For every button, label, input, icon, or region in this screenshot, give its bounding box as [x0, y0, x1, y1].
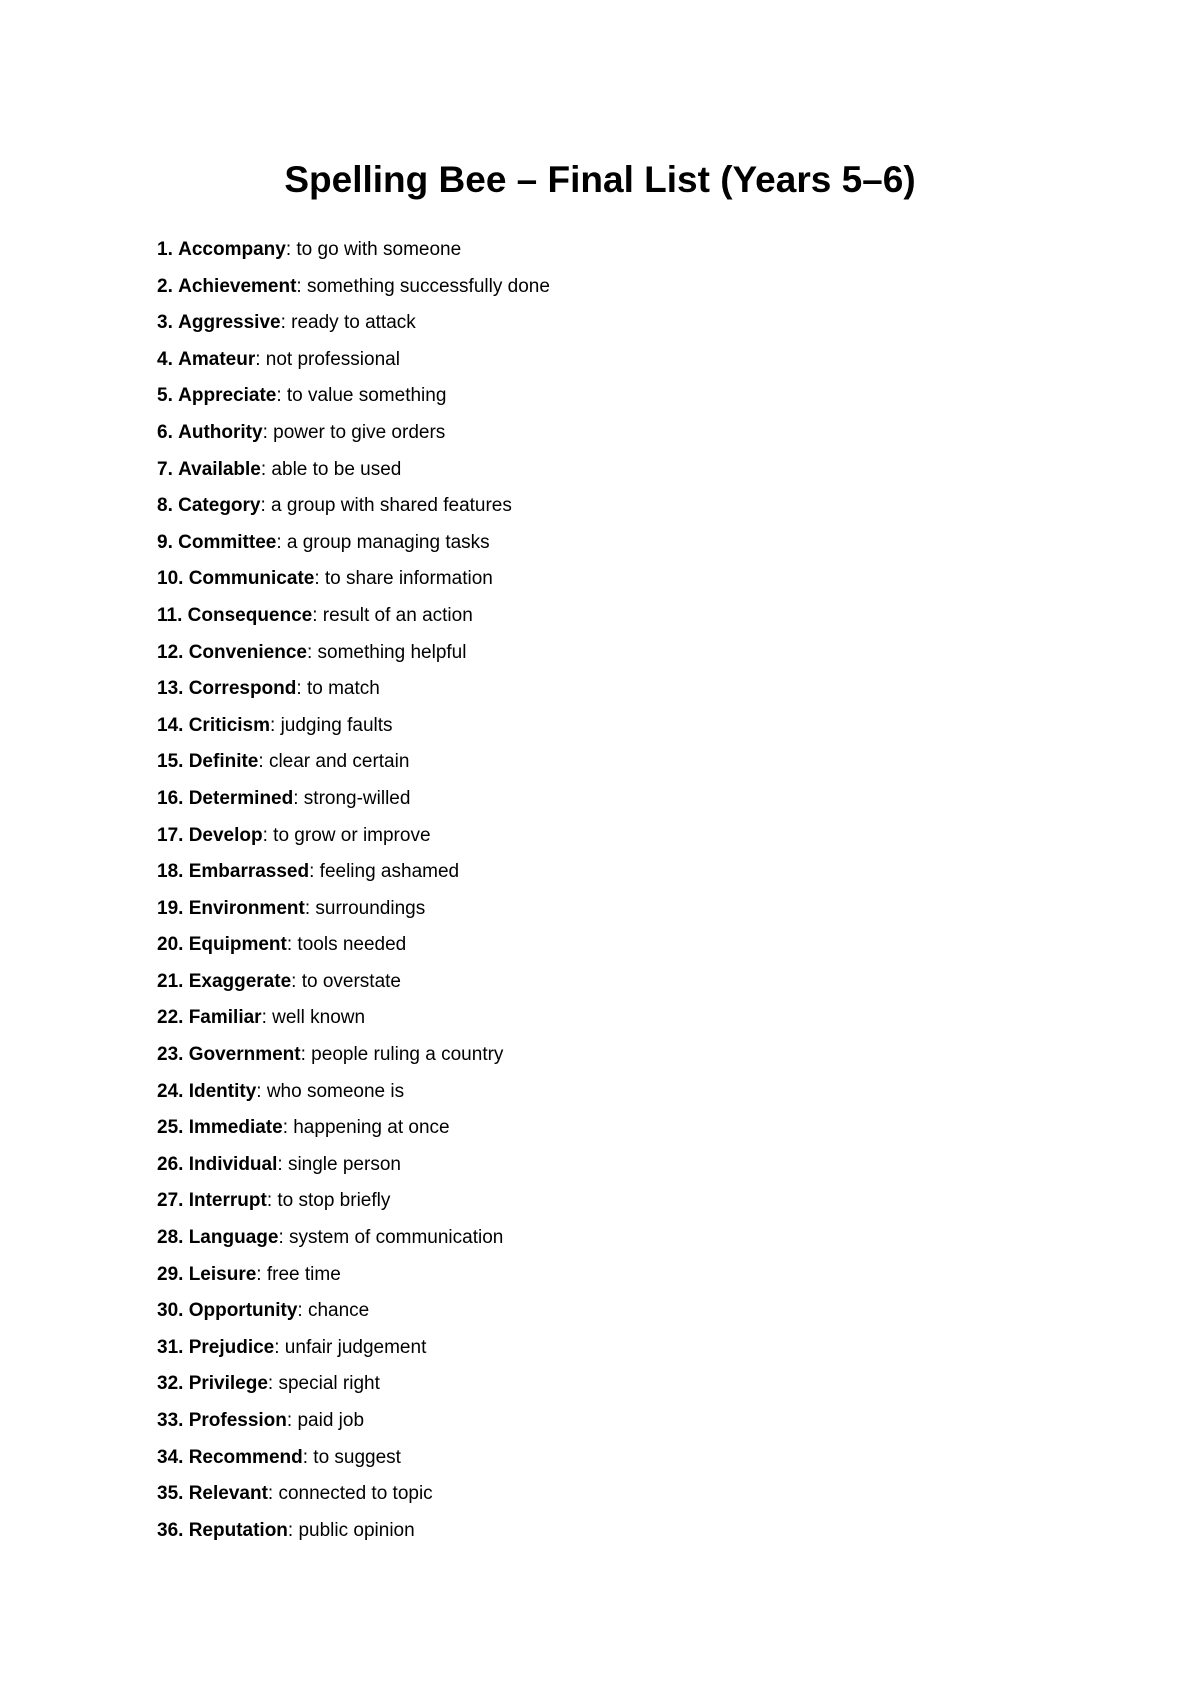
spelling-word: Achievement: [178, 275, 297, 297]
spelling-word: Recommend: [188, 1446, 303, 1468]
spelling-word: Appreciate: [178, 385, 277, 407]
list-item: [157, 238, 550, 275]
item-number: 36.: [157, 1519, 184, 1541]
spelling-word: Identity: [188, 1080, 257, 1102]
list-item: [157, 348, 550, 385]
item-number: 25.: [157, 1117, 184, 1139]
list-item: [157, 677, 550, 714]
list-item: [157, 1226, 550, 1263]
spelling-word: Leisure: [188, 1263, 257, 1285]
list-item: [157, 933, 550, 970]
spelling-word: Government: [188, 1044, 301, 1066]
list-item: [157, 1116, 550, 1153]
item-number: 2.: [157, 275, 173, 297]
spelling-word: Privilege: [188, 1373, 268, 1395]
list-item: [157, 714, 550, 751]
item-number: 1.: [157, 239, 173, 260]
word-definition: : to value something: [276, 385, 447, 407]
word-definition: : a group managing tasks: [276, 531, 490, 553]
spelling-word: Environment: [188, 897, 305, 919]
list-item: [157, 1409, 550, 1446]
list-item: [157, 458, 550, 495]
spelling-word: Immediate: [188, 1117, 283, 1139]
word-definition: : to share information: [314, 568, 493, 590]
spelling-word: Familiar: [188, 1007, 262, 1029]
list-item: [157, 604, 550, 641]
list-item: [157, 1336, 550, 1373]
word-definition: : not professional: [255, 348, 400, 370]
word-definition: : happening at once: [282, 1117, 450, 1139]
spelling-word: Determined: [188, 787, 294, 809]
spelling-word: Individual: [188, 1153, 278, 1175]
spelling-word: Reputation: [188, 1519, 288, 1541]
word-definition: : single person: [277, 1153, 401, 1175]
spelling-word: Profession: [188, 1410, 287, 1431]
word-definition: : clear and certain: [258, 751, 410, 773]
spelling-word: Communicate: [188, 568, 315, 590]
list-item: [157, 494, 550, 531]
spelling-word: Definite: [188, 751, 259, 773]
word-definition: : system of communication: [278, 1227, 504, 1249]
item-number: 22.: [157, 1007, 184, 1029]
word-definition: : strong-willed: [293, 787, 411, 809]
item-number: 10.: [157, 568, 184, 590]
spelling-word: Prejudice: [188, 1336, 275, 1358]
word-definition: : ready to attack: [280, 312, 416, 334]
item-number: 17.: [157, 824, 184, 846]
list-item: [157, 1043, 550, 1080]
word-definition: : to stop briefly: [266, 1190, 391, 1212]
word-definition: : connected to topic: [267, 1483, 433, 1505]
spelling-word: Category: [178, 495, 261, 517]
item-number: 4.: [157, 348, 173, 370]
list-item: [157, 275, 550, 312]
list-item: [157, 1006, 550, 1043]
word-definition: : surroundings: [304, 897, 426, 919]
list-item: [157, 1263, 550, 1300]
item-number: 28.: [157, 1227, 184, 1249]
spelling-word: Committee: [178, 531, 277, 553]
spelling-word: Accompany: [178, 239, 286, 260]
word-definition: : people ruling a country: [300, 1044, 504, 1066]
item-number: 14.: [157, 714, 184, 736]
spelling-word: Develop: [188, 824, 263, 846]
item-number: 35.: [157, 1483, 184, 1505]
word-definition: : something successfully done: [296, 275, 550, 297]
item-number: 31.: [157, 1336, 184, 1358]
spelling-word: Available: [178, 458, 261, 480]
item-number: 33.: [157, 1410, 184, 1431]
item-number: 6.: [157, 421, 173, 443]
word-definition: : free time: [256, 1263, 341, 1285]
word-definition: : public opinion: [287, 1519, 415, 1541]
spelling-word: Correspond: [188, 678, 297, 700]
word-definition: : to suggest: [302, 1446, 401, 1468]
word-definition: : special right: [267, 1373, 380, 1395]
word-definition: : tools needed: [286, 934, 407, 956]
list-item: [157, 824, 550, 861]
item-number: 30.: [157, 1300, 184, 1322]
list-item: [157, 641, 550, 678]
list-item: [157, 567, 550, 604]
list-item: [157, 421, 550, 458]
word-definition: : judging faults: [270, 714, 393, 736]
spelling-word: Exaggerate: [188, 970, 292, 992]
word-definition: : a group with shared features: [260, 495, 512, 517]
spelling-word: Convenience: [188, 641, 307, 663]
spelling-word: Interrupt: [188, 1190, 267, 1212]
spelling-word: Equipment: [188, 934, 287, 956]
word-definition: : to overstate: [291, 970, 401, 992]
word-definition: : who someone is: [256, 1080, 405, 1102]
item-number: 21.: [157, 970, 184, 992]
word-definition: : able to be used: [260, 458, 402, 480]
item-number: 11.: [157, 604, 183, 626]
item-number: 7.: [157, 458, 173, 480]
item-number: 13.: [157, 678, 184, 700]
list-item: [157, 1372, 550, 1409]
spelling-word: Amateur: [178, 348, 256, 370]
spelling-word: Relevant: [188, 1483, 268, 1505]
item-number: 19.: [157, 897, 184, 919]
item-number: 34.: [157, 1446, 184, 1468]
word-definition: : paid job: [286, 1410, 365, 1431]
item-number: 15.: [157, 751, 184, 773]
list-item: [157, 311, 550, 348]
item-number: 12.: [157, 641, 184, 663]
word-definition: : feeling ashamed: [309, 861, 460, 883]
spelling-word: Criticism: [188, 714, 271, 736]
list-item: [157, 750, 550, 787]
item-number: 24.: [157, 1080, 184, 1102]
spelling-word: Consequence: [187, 604, 313, 626]
word-definition: : to go with someone: [285, 239, 462, 260]
item-number: 3.: [157, 312, 173, 334]
item-number: 23.: [157, 1044, 184, 1066]
list-item: [157, 787, 550, 824]
list-item: [157, 1080, 550, 1117]
item-number: 29.: [157, 1263, 184, 1285]
list-item: [157, 1446, 550, 1483]
item-number: 27.: [157, 1190, 184, 1212]
page-title: Spelling Bee – Final List (Years 5–6): [284, 159, 916, 200]
list-item: [157, 970, 550, 1007]
item-number: 16.: [157, 787, 184, 809]
word-definition: : result of an action: [312, 604, 473, 626]
list-item: [157, 531, 550, 568]
list-item: [157, 1299, 550, 1336]
item-number: 18.: [157, 861, 184, 883]
word-definition: : unfair judgement: [274, 1336, 427, 1358]
item-number: 20.: [157, 934, 184, 956]
word-definition: : something helpful: [306, 641, 467, 663]
list-item: [157, 1519, 550, 1556]
list-item: [157, 860, 550, 897]
word-definition: : well known: [261, 1007, 366, 1029]
list-item: [157, 1189, 550, 1226]
word-list: [157, 238, 550, 1555]
word-definition: : to match: [296, 678, 380, 700]
spelling-word: Opportunity: [188, 1300, 298, 1322]
item-number: 26.: [157, 1153, 184, 1175]
spelling-word: Embarrassed: [188, 861, 310, 883]
list-item: [157, 384, 550, 421]
word-definition: : chance: [297, 1300, 370, 1322]
item-number: 8.: [157, 495, 173, 517]
list-item: [157, 1482, 550, 1519]
item-number: 9.: [157, 531, 173, 553]
word-definition: : power to give orders: [262, 421, 446, 443]
spelling-word: Language: [188, 1227, 279, 1249]
spelling-word: Authority: [178, 421, 263, 443]
list-item: [157, 1153, 550, 1190]
list-item: [157, 897, 550, 934]
item-number: 32.: [157, 1373, 184, 1395]
item-number: 5.: [157, 385, 173, 407]
spelling-word: Aggressive: [178, 312, 281, 334]
word-definition: : to grow or improve: [262, 824, 431, 846]
